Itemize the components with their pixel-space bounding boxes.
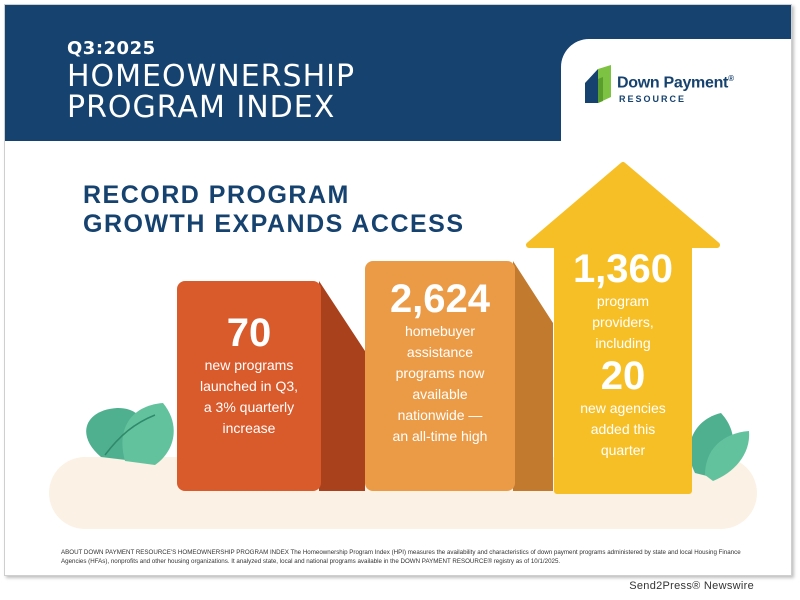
stat-value: 2,624 <box>389 277 491 321</box>
source-credit: Send2Press® Newswire <box>629 580 754 592</box>
stat-desc-line: a 3% quarterly <box>203 399 295 415</box>
stat-desc-line: available <box>412 386 468 402</box>
headline-line-2: GROWTH EXPANDS ACCESS <box>83 210 465 238</box>
title-line-1: HOMEOWNERSHIP <box>67 59 356 94</box>
stat-value: 70 <box>226 311 272 355</box>
stat-providers <box>553 247 693 461</box>
stat-desc-line: providers, <box>592 314 654 330</box>
about-footnote: ABOUT DOWN PAYMENT RESOURCE'S HOMEOWNERSHIP PROGRAM INDEX The Homeownership Program Index (HPI) measures the availability and characteristics of down payment programs administered by state and local Housing Finance Agencies (HFAs), nonprofits and other housing organizations. It analyzed state, local and national programs available in the DOWN PAYMENT RESOURCE® registry as of 10/1/2025. <box>61 549 741 565</box>
stat-desc-line: homebuyer <box>404 323 476 339</box>
stat-new-programs <box>181 311 317 439</box>
stat-total-programs <box>367 277 513 447</box>
stat-desc-line: nationwide — <box>397 407 483 423</box>
stat-desc-line: launched in Q3, <box>199 378 299 394</box>
logo-subtitle: RESOURCE <box>619 94 687 104</box>
stat-value-secondary: 20 <box>600 354 646 398</box>
stat-value: 1,360 <box>572 247 674 291</box>
stat-desc-line: new agencies <box>580 400 666 416</box>
stat-desc-line: quarter <box>600 442 646 458</box>
stat-desc-line: added this <box>590 421 656 437</box>
stat-desc-line: programs now <box>395 365 485 381</box>
stat-desc-line: an all-time high <box>392 428 488 444</box>
leaf-left-icon <box>86 403 174 465</box>
stat-desc-line: increase <box>222 420 276 436</box>
title-line-2: PROGRAM INDEX <box>67 90 336 125</box>
leaf-right-icon <box>689 413 749 481</box>
stat-desc-line: new programs <box>204 357 294 373</box>
infographic-card <box>4 4 792 576</box>
logo-name: Down Payment® <box>617 74 734 92</box>
headline-line-1: RECORD PROGRAM <box>83 181 350 209</box>
stat-desc-line: program <box>596 293 650 309</box>
stat-desc-line: assistance <box>406 344 474 360</box>
stat-desc-line: including <box>595 335 651 351</box>
quarter-label: Q3:2025 <box>67 38 156 59</box>
